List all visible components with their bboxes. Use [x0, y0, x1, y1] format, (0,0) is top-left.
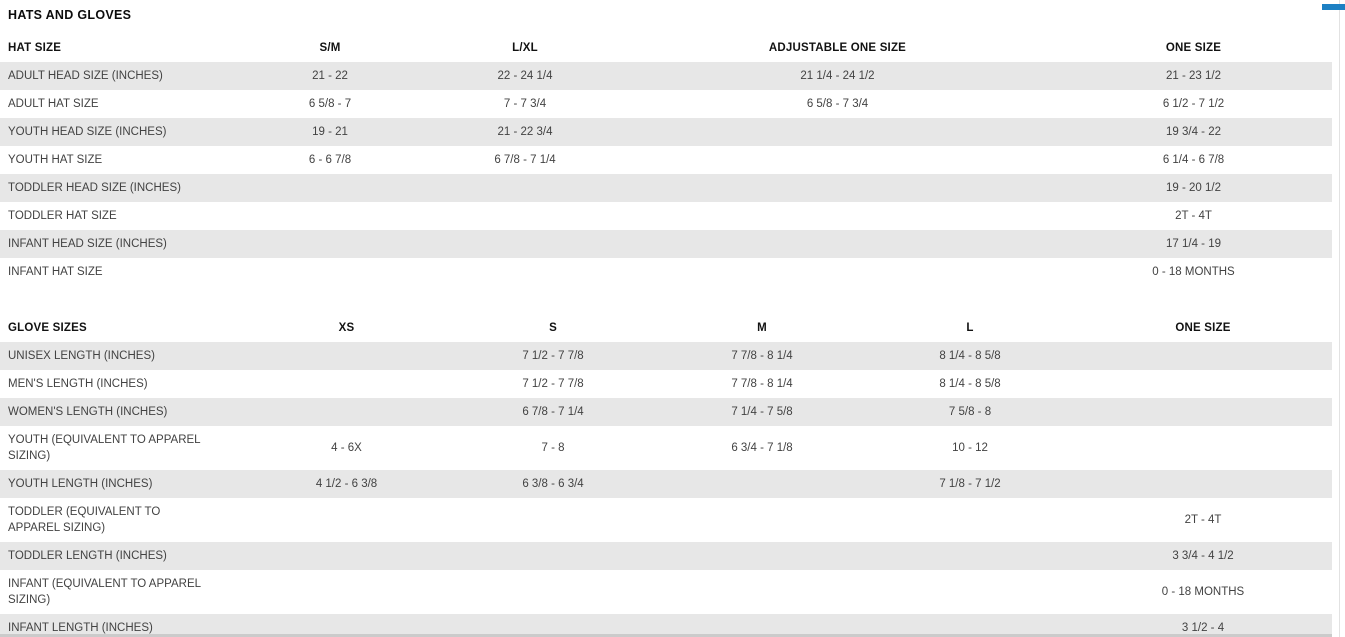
- table-row: [0, 470, 1332, 498]
- size-value-cell: 7 7/8 - 8 1/4: [731, 378, 793, 390]
- table-row: [0, 542, 1332, 570]
- row-label-text: WOMEN'S LENGTH (INCHES): [8, 406, 168, 418]
- size-value-cell: [245, 570, 448, 614]
- size-value-cell: 21 - 23 1/2: [1166, 70, 1221, 82]
- size-value-cell: [620, 258, 1055, 286]
- size-value-cell: 8 1/4 - 8 5/8: [939, 378, 1001, 390]
- scrollbar-track: [1339, 0, 1340, 637]
- glove-table-header-row: [0, 314, 1332, 342]
- row-label: [0, 370, 245, 398]
- size-value-cell: 0 - 18 MONTHS: [1161, 586, 1245, 598]
- column-header: S: [549, 322, 557, 334]
- table-row: [0, 146, 1332, 174]
- size-value-cell: [620, 202, 1055, 230]
- size-value-cell: 7 1/2 - 7 7/8: [522, 378, 584, 390]
- table-row: [0, 90, 1332, 118]
- glove-size-table: [0, 314, 1332, 637]
- row-label-text: YOUTH HAT SIZE: [8, 154, 103, 166]
- row-label: [0, 174, 230, 202]
- table-row: [0, 258, 1332, 286]
- table-row: [0, 118, 1332, 146]
- row-label-text: INFANT HEAD SIZE (INCHES): [8, 238, 167, 250]
- size-value-cell: 10 - 12: [952, 442, 988, 454]
- size-value-cell: 19 - 21: [312, 126, 348, 138]
- hat-table-header-row: [0, 34, 1332, 62]
- size-value-cell: 4 1/2 - 6 3/8: [315, 478, 378, 490]
- size-value-cell: 17 1/4 - 19: [1166, 238, 1221, 250]
- size-value-cell: [620, 230, 1055, 258]
- table-row: [0, 498, 1332, 542]
- size-value-cell: [245, 498, 448, 542]
- table-row: [0, 342, 1332, 370]
- column-header: L: [966, 322, 974, 334]
- row-label-text: TODDLER LENGTH (INCHES): [8, 550, 167, 562]
- row-label-text: YOUTH LENGTH (INCHES): [8, 478, 153, 490]
- size-value-cell: [1074, 342, 1332, 370]
- size-value-cell: 6 3/8 - 6 3/4: [522, 478, 584, 490]
- size-value-cell: 22 - 24 1/4: [497, 70, 553, 82]
- size-value-cell: 19 3/4 - 22: [1166, 126, 1221, 138]
- column-header: ONE SIZE: [1175, 322, 1231, 334]
- size-value-cell: [245, 542, 448, 570]
- size-value-cell: 6 5/8 - 7 3/4: [806, 98, 869, 110]
- size-value-cell: [230, 230, 430, 258]
- table-title: GLOVE SIZES: [8, 322, 87, 334]
- column-header: ADJUSTABLE ONE SIZE: [768, 42, 907, 54]
- size-value-cell: [658, 570, 866, 614]
- size-value-cell: [1074, 426, 1332, 470]
- table-row: [0, 426, 1332, 470]
- size-value-cell: 6 1/4 - 6 7/8: [1162, 154, 1225, 166]
- size-value-cell: [1074, 398, 1332, 426]
- size-value-cell: 6 - 6 7/8: [308, 154, 352, 166]
- size-value-cell: [430, 258, 620, 286]
- size-value-cell: 0 - 18 MONTHS: [1152, 266, 1235, 278]
- row-label: [0, 498, 245, 542]
- column-header: S/M: [319, 42, 341, 54]
- column-header: XS: [338, 322, 355, 334]
- row-label-text: INFANT (EQUIVALENT TO APPAREL SIZING): [8, 578, 201, 606]
- size-value-cell: 6 7/8 - 7 1/4: [522, 406, 584, 418]
- size-value-cell: 3 1/2 - 4: [1181, 622, 1225, 634]
- size-value-cell: 21 1/4 - 24 1/2: [800, 70, 875, 82]
- size-value-cell: 6 7/8 - 7 1/4: [494, 154, 556, 166]
- size-value-cell: [245, 370, 448, 398]
- row-label-text: INFANT LENGTH (INCHES): [8, 622, 153, 634]
- size-value-cell: [245, 398, 448, 426]
- table-row: [0, 230, 1332, 258]
- row-label: [0, 118, 230, 146]
- table-row: [0, 370, 1332, 398]
- size-value-cell: 7 1/8 - 7 1/2: [939, 478, 1001, 490]
- size-value-cell: 7 7/8 - 8 1/4: [731, 350, 793, 362]
- row-label: [0, 146, 230, 174]
- hat-size-table: [0, 34, 1332, 286]
- size-value-cell: [658, 542, 866, 570]
- table-row: [0, 202, 1332, 230]
- size-value-cell: [430, 202, 620, 230]
- size-value-cell: 6 5/8 - 7: [308, 98, 352, 110]
- row-label-text: YOUTH (EQUIVALENT TO APPAREL SIZING): [8, 434, 201, 462]
- row-label: [0, 570, 245, 614]
- table-title: HAT SIZE: [8, 42, 62, 54]
- size-value-cell: 7 - 7 3/4: [503, 98, 547, 110]
- size-value-cell: 6 1/2 - 7 1/2: [1162, 98, 1225, 110]
- size-value-cell: 7 - 8: [541, 442, 565, 454]
- row-label-text: MEN'S LENGTH (INCHES): [8, 378, 148, 390]
- size-value-cell: 2T - 4T: [1184, 514, 1222, 526]
- size-value-cell: [230, 174, 430, 202]
- size-value-cell: [658, 470, 866, 498]
- size-value-cell: [620, 174, 1055, 202]
- size-value-cell: [230, 258, 430, 286]
- row-label: [0, 342, 245, 370]
- size-value-cell: [448, 498, 658, 542]
- size-value-cell: [230, 202, 430, 230]
- size-value-cell: 4 - 6X: [331, 442, 362, 454]
- size-value-cell: [245, 342, 448, 370]
- row-label: [0, 202, 230, 230]
- size-value-cell: 8 1/4 - 8 5/8: [939, 350, 1001, 362]
- size-value-cell: 7 1/4 - 7 5/8: [731, 406, 793, 418]
- size-value-cell: 21 - 22 3/4: [497, 126, 553, 138]
- size-value-cell: [866, 498, 1074, 542]
- size-value-cell: [866, 542, 1074, 570]
- size-value-cell: 2T - 4T: [1175, 210, 1212, 222]
- size-value-cell: [658, 498, 866, 542]
- table-row: [0, 174, 1332, 202]
- row-label: [0, 398, 245, 426]
- size-value-cell: 21 - 22: [312, 70, 348, 82]
- column-header: L/XL: [512, 42, 538, 54]
- column-header: ONE SIZE: [1165, 42, 1222, 54]
- row-label-text: ADULT HEAD SIZE (INCHES): [8, 70, 163, 82]
- size-value-cell: 7 5/8 - 8: [948, 406, 992, 418]
- size-value-cell: [448, 542, 658, 570]
- row-label-text: INFANT HAT SIZE: [8, 266, 103, 278]
- table-row: [0, 570, 1332, 614]
- size-value-cell: [1074, 370, 1332, 398]
- size-value-cell: [866, 570, 1074, 614]
- row-label: [0, 470, 245, 498]
- size-value-cell: [430, 230, 620, 258]
- row-label-text: YOUTH HEAD SIZE (INCHES): [8, 126, 167, 138]
- size-value-cell: [430, 174, 620, 202]
- column-header: M: [757, 322, 767, 334]
- size-value-cell: 19 - 20 1/2: [1166, 182, 1221, 194]
- table-row: [0, 62, 1332, 90]
- row-label-text: TODDLER (EQUIVALENT TO APPAREL SIZING): [8, 506, 161, 534]
- row-label-text: TODDLER HAT SIZE: [8, 210, 117, 222]
- row-label: [0, 258, 230, 286]
- row-label: [0, 230, 230, 258]
- row-label: [0, 542, 245, 570]
- size-value-cell: 6 3/4 - 7 1/8: [731, 442, 793, 454]
- size-value-cell: [620, 118, 1055, 146]
- scrollbar-thumb-icon[interactable]: [1322, 4, 1345, 10]
- size-value-cell: 7 1/2 - 7 7/8: [522, 350, 584, 362]
- size-value-cell: [1074, 470, 1332, 498]
- table-row: [0, 398, 1332, 426]
- row-label-text: UNISEX LENGTH (INCHES): [8, 350, 155, 362]
- row-label: [0, 90, 230, 118]
- size-value-cell: 3 3/4 - 4 1/2: [1172, 550, 1234, 562]
- row-label-text: TODDLER HEAD SIZE (INCHES): [8, 182, 181, 194]
- size-value-cell: [620, 146, 1055, 174]
- row-label: [0, 426, 245, 470]
- page-title: HATS AND GLOVES: [8, 8, 132, 22]
- row-label-text: ADULT HAT SIZE: [8, 98, 99, 110]
- row-label: [0, 62, 230, 90]
- size-value-cell: [448, 570, 658, 614]
